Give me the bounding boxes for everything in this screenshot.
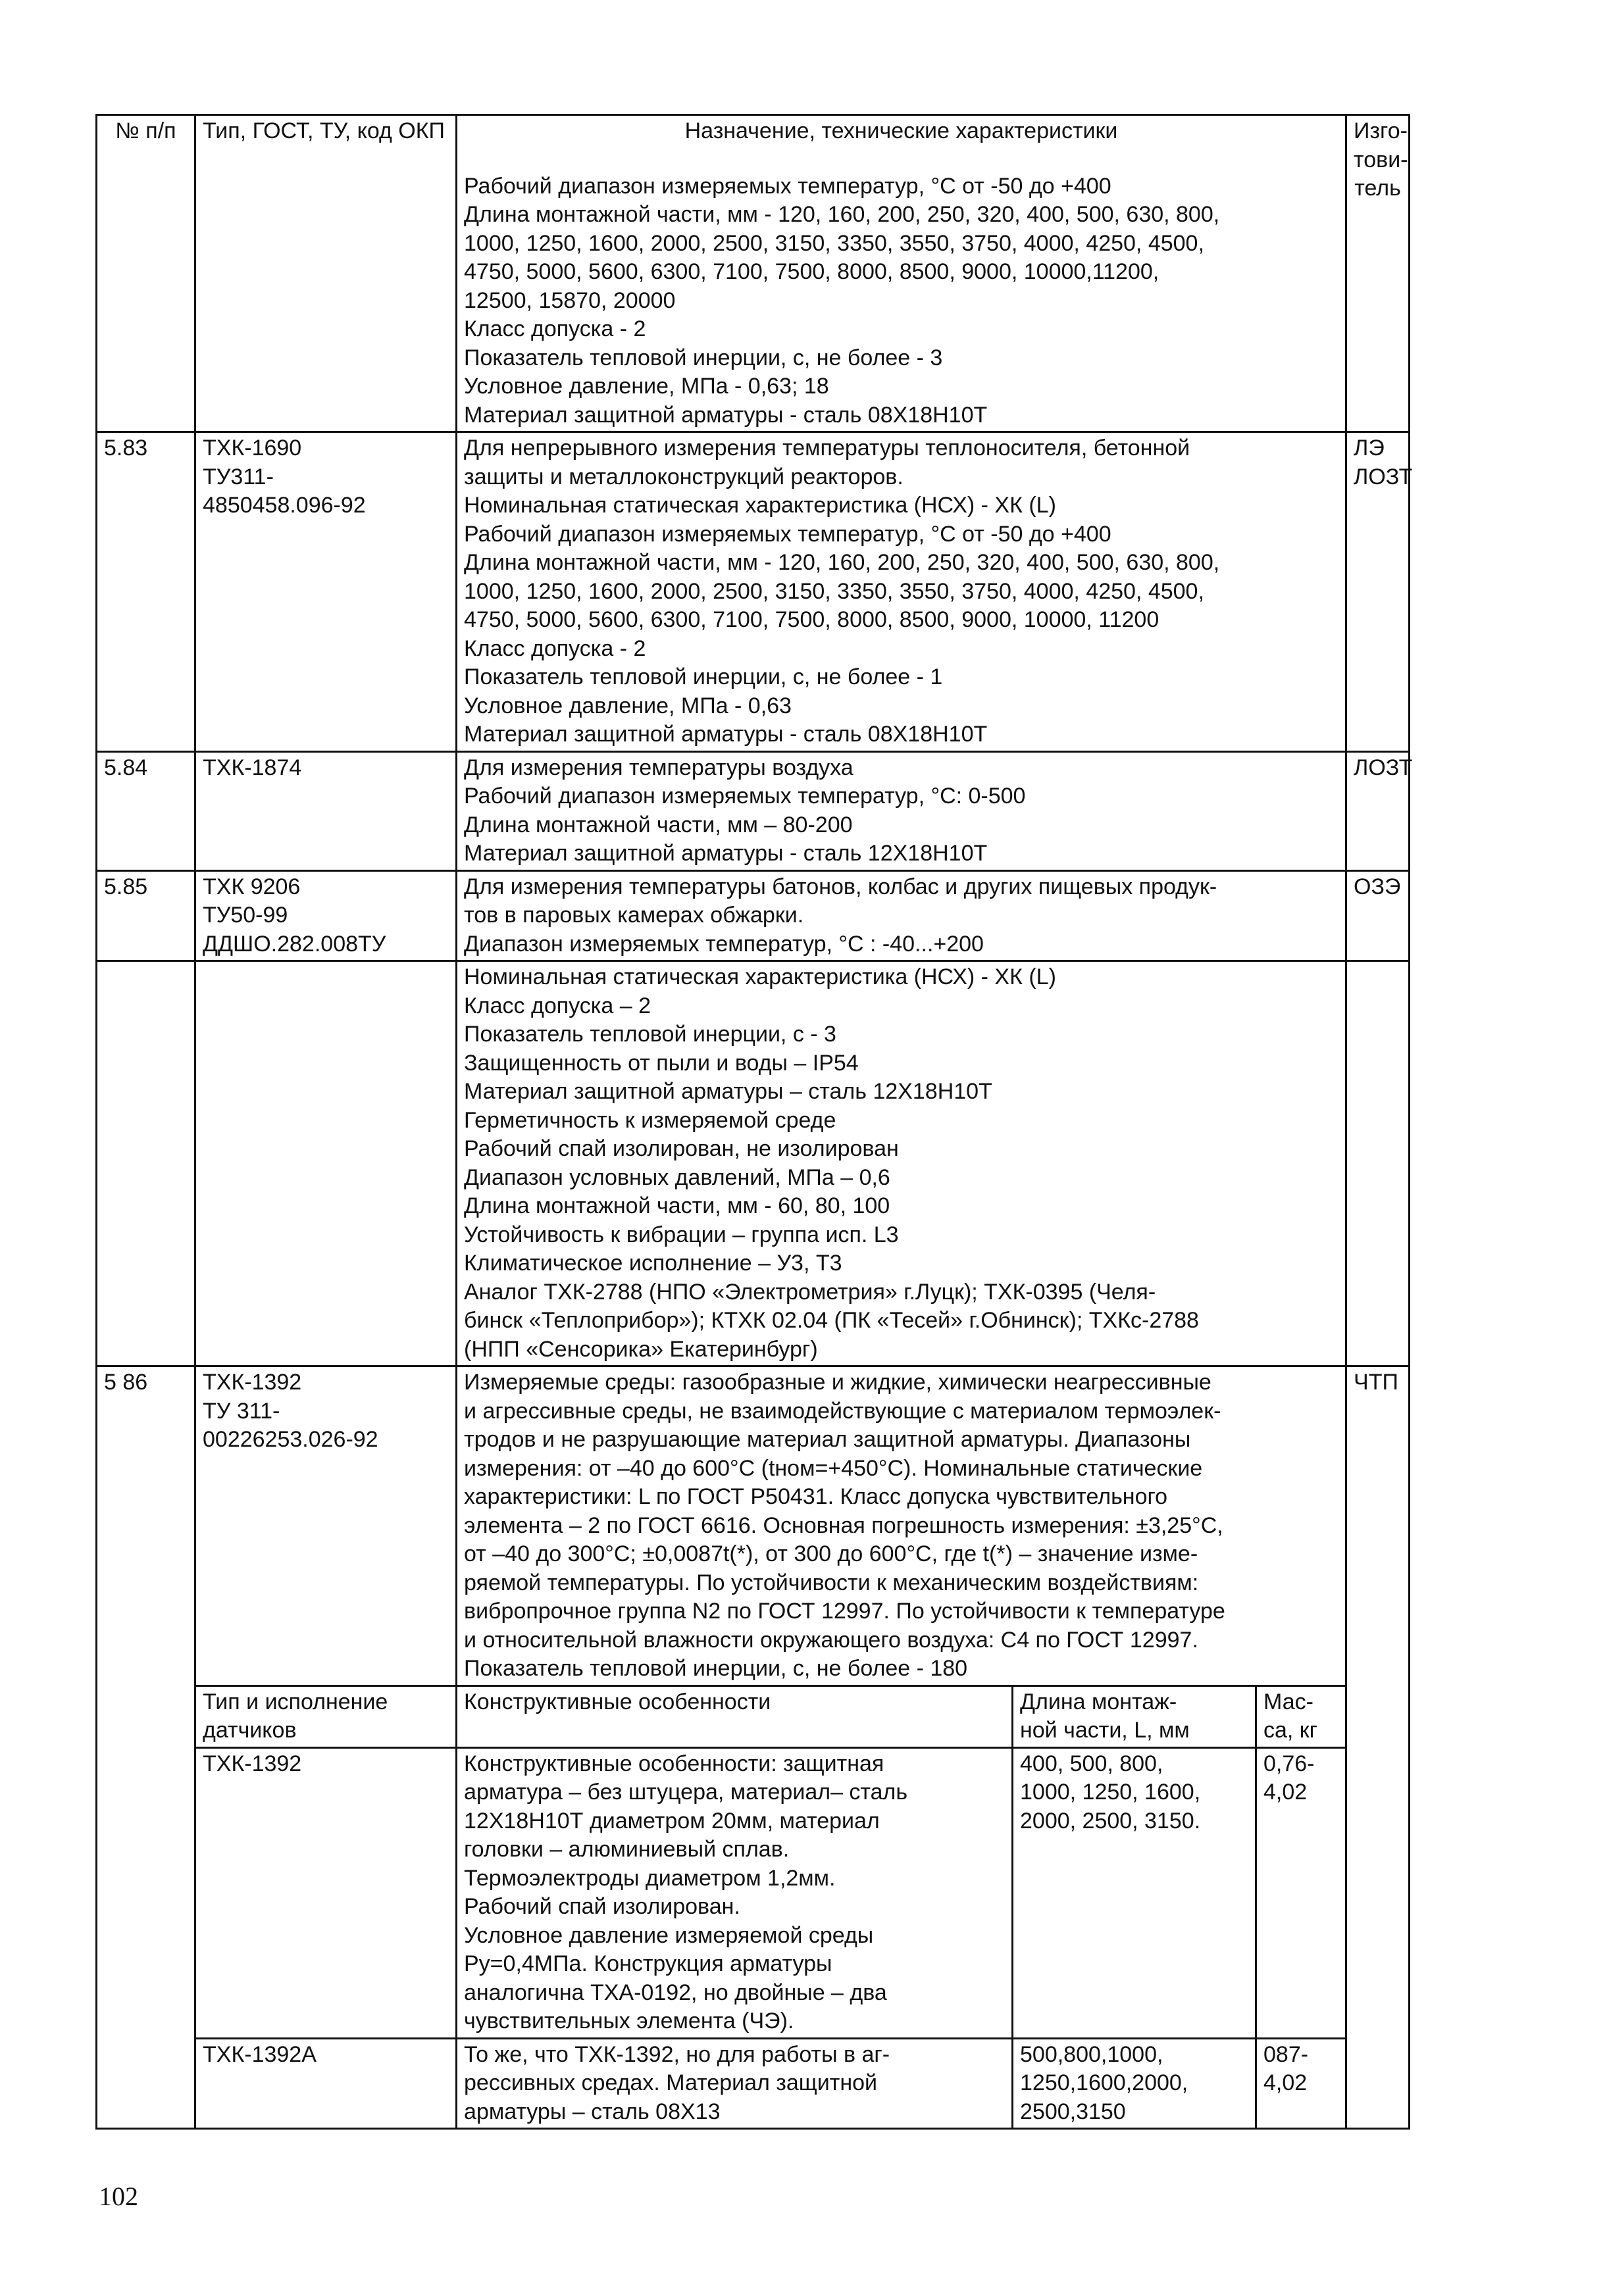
header-purpose-text: Назначение, технические характеристики	[684, 118, 1118, 143]
text-line: ЛЭ	[1354, 436, 1385, 461]
subtable-header-type	[195, 1685, 457, 1747]
text-line: 2500,3150	[1020, 2099, 1126, 2124]
text-line: ЛОЗТ	[1354, 464, 1413, 489]
text-line: характеристики: L по ГОСТ Р50431. Класс допуска чувствительного	[464, 1484, 1168, 1509]
text-line: 4850458.096-92	[203, 493, 366, 518]
table-row	[97, 1366, 1410, 1686]
row-purpose	[457, 751, 1346, 870]
empty-cell	[195, 961, 457, 1366]
row-maker	[1346, 1366, 1410, 2129]
text-line: Мас-	[1263, 1689, 1313, 1714]
text-line: Длина монтажной части, мм – 80-200	[464, 812, 853, 837]
text-line: Условное давление, МПа - 0,63; 18	[464, 374, 829, 399]
text-line: арматуры – сталь 08Х13	[464, 2099, 721, 2124]
header-maker	[1346, 115, 1410, 432]
subtable-mass	[1256, 1747, 1346, 2038]
text-line: ТХК-1392	[203, 1370, 302, 1395]
text-line: Условное давление, МПа - 0,63	[464, 693, 792, 718]
text-line: и относительной влажности окружающего воздуха: С4 по ГОСТ 12997.	[464, 1627, 1198, 1653]
text-line: Диапазон измеряемых температур, °С : -40...+200	[464, 931, 984, 957]
subtable-type: ТХК-1392А	[195, 2038, 457, 2129]
text-line: Аналог ТХК-2788 (НПО «Электрометрия» г.Луцк); ТХК-0395 (Челя-	[464, 1279, 1156, 1305]
subtable-header-design: Конструктивные особенности	[457, 1685, 1013, 1747]
text-line: 1000, 1250, 1600, 2000, 2500, 3150, 3350, 3550, 3750, 4000, 4250, 4500,	[464, 578, 1204, 604]
text-line: Для измерения температуры батонов, колбас и других пищевых продук-	[464, 874, 1217, 899]
row-purpose	[457, 870, 1346, 961]
table-row-continuation	[97, 961, 1410, 1366]
empty-cell	[1346, 961, 1410, 1366]
text-line: измерения: от –40 до 600°С (tном=+450°С). Номинальные статические	[464, 1455, 1203, 1481]
subtable-header-length	[1013, 1685, 1256, 1747]
subtable-header-mass	[1256, 1685, 1346, 1747]
row-num: 5.84	[97, 751, 195, 870]
text-line: Длина монтажной части, мм - 120, 160, 200, 250, 320, 400, 500, 630, 800,	[464, 202, 1220, 227]
text-line: Рабочий спай изолирован.	[464, 1894, 740, 1919]
subtable-header-row	[97, 1685, 1410, 1747]
text-line: и агрессивные среды, не взаимодействующие с материалом термоэлек-	[464, 1398, 1221, 1424]
text-line: Показатель тепловой инерции, с - 3	[464, 1022, 836, 1047]
text-line: Рабочий диапазон измеряемых температур, °С от -50 до +400	[464, 521, 1111, 547]
text-line: То же, что ТХК-1392, но для работы в аг-	[464, 2041, 890, 2067]
text-line: Материал защитной арматуры – сталь 12Х18Н10Т	[464, 1079, 992, 1104]
text-line: 12Х18Н10Т диаметром 20мм, материал	[464, 1808, 880, 1834]
text-line: ЧТП	[1354, 1370, 1398, 1395]
text-line: 087-	[1263, 2041, 1309, 2067]
text-line: Тип и исполнение	[203, 1689, 388, 1714]
text-line: 1000, 1250, 1600,	[1020, 1780, 1201, 1805]
text-line: 400, 500, 800,	[1020, 1751, 1163, 1776]
continuation-block	[464, 172, 1338, 430]
empty-cell	[97, 961, 195, 1366]
text-line: датчиков	[203, 1718, 297, 1743]
row-purpose	[457, 432, 1346, 752]
text-line: Герметичность к измеряемой среде	[464, 1107, 836, 1133]
row-maker	[1346, 751, 1413, 870]
text-line: тель	[1354, 176, 1401, 201]
row-type	[195, 1366, 457, 1686]
row-type	[195, 751, 457, 870]
text-line: Показатель тепловой инерции, с, не более - 1	[464, 664, 943, 689]
text-line: Номинальная статическая характеристика (НСХ) - ХК (L)	[464, 493, 1056, 518]
table-row	[97, 870, 1410, 961]
text-line: Длина монтаж-	[1020, 1689, 1177, 1714]
text-line: Устойчивость к вибрации – группа исп. L3	[464, 1222, 899, 1247]
subtable-length	[1013, 1747, 1256, 2038]
header-type: Тип, ГОСТ, ТУ, код ОКП	[195, 115, 457, 432]
text-line: 4750, 5000, 5600, 6300, 7100, 7500, 8000, 8500, 9000, 10000,11200,	[464, 259, 1159, 284]
text-line: ДДШО.282.008ТУ	[203, 931, 386, 957]
row-num: 5.83	[97, 432, 195, 752]
text-line: арматура – без штуцера, материал– сталь	[464, 1780, 908, 1805]
text-line: 0,76-	[1263, 1751, 1315, 1776]
text-line: 00226253.026-92	[203, 1427, 378, 1452]
text-line: Измеряемые среды: газообразные и жидкие, химически неагрессивные	[464, 1370, 1211, 1395]
text-line: Длина монтажной части, мм - 60, 80, 100	[464, 1193, 890, 1218]
text-line: 1000, 1250, 1600, 2000, 2500, 3150, 3350, 3550, 3750, 4000, 4250, 4500,	[464, 230, 1204, 256]
text-line: чувствительных элемента (ЧЭ).	[464, 2009, 794, 2034]
table-row	[97, 751, 1410, 870]
text-line: Рабочий диапазон измеряемых температур, °С: 0-500	[464, 784, 1026, 809]
text-line: Диапазон условных давлений, МПа – 0,6	[464, 1164, 890, 1190]
text-line: ОЗЭ	[1354, 874, 1401, 899]
row-maker	[1346, 432, 1413, 752]
text-line: Условное давление измеряемой среды	[464, 1922, 874, 1948]
text-line: ряемой температуры. По устойчивости к механическим воздействиям:	[464, 1570, 1199, 1595]
text-line: ЛОЗТ	[1354, 755, 1413, 780]
text-line: элемента – 2 по ГОСТ 6616. Основная погрешность измерения: ±3,25°С,	[464, 1512, 1223, 1538]
text-line: 4,02	[1263, 2070, 1308, 2095]
text-line: Показатель тепловой инерции, с, не более - 180	[464, 1656, 968, 1681]
text-line: 2000, 2500, 3150.	[1020, 1808, 1201, 1834]
subtable-design	[457, 1747, 1013, 2038]
catalog-table	[95, 114, 1413, 2130]
row-purpose	[457, 1366, 1346, 1686]
text-line: Показатель тепловой инерции, с, не более - 3	[464, 345, 943, 370]
text-line: ТХК-1690	[203, 436, 302, 461]
text-line: Защищенность от пыли и воды – IP54	[464, 1050, 859, 1076]
text-line: ТХК-1874	[203, 755, 302, 780]
row-purpose	[457, 961, 1346, 1366]
text-line: защиты и металлоконструкций реакторов.	[464, 464, 904, 489]
subtable-type: ТХК-1392	[195, 1747, 457, 2038]
text-line: Материал защитной арматуры - сталь 08Х18Н10Т	[464, 402, 988, 428]
header-purpose	[457, 115, 1346, 432]
text-line: Для непрерывного измерения температуры теплоносителя, бетонной	[464, 436, 1190, 461]
subtable-length	[1013, 2038, 1256, 2129]
row-type	[195, 870, 457, 961]
text-line: бинск «Теплоприбор»); КТХК 02.04 (ПК «Тесей» г.Обнинск); ТХКс-2788	[464, 1308, 1199, 1333]
subtable-design	[457, 2038, 1013, 2129]
text-line: ТУ311-	[203, 464, 274, 489]
text-line: 12500, 15870, 20000	[464, 287, 676, 313]
text-line: Класс допуска - 2	[464, 316, 646, 341]
text-line: Материал защитной арматуры - сталь 12Х18Н10Т	[464, 841, 988, 866]
text-line: тови-	[1354, 147, 1408, 172]
row-maker	[1346, 870, 1410, 961]
subtable-row	[97, 1747, 1410, 2038]
text-line: Климатическое исполнение – У3, Т3	[464, 1251, 842, 1276]
text-line: Класс допуска – 2	[464, 993, 651, 1018]
text-line: (НПП «Сенсорика» Екатеринбург)	[464, 1336, 818, 1362]
text-line: головки – алюминиевый сплав.	[464, 1837, 790, 1862]
table-row	[97, 432, 1410, 752]
text-line: 4750, 5000, 5600, 6300, 7100, 7500, 8000, 8500, 9000, 10000, 11200	[464, 607, 1159, 632]
text-line: Для измерения температуры воздуха	[464, 755, 853, 780]
text-line: 4,02	[1263, 1780, 1308, 1805]
text-line: 500,800,1000,	[1020, 2041, 1163, 2067]
text-line: Изго-	[1354, 118, 1408, 143]
header-num: № п/п	[97, 115, 195, 432]
text-line: аналогична ТХА-0192, но двойные – два	[464, 1980, 887, 2005]
subtable-mass	[1256, 2038, 1346, 2129]
text-line: Материал защитной арматуры - сталь 08Х18Н10Т	[464, 722, 988, 747]
text-line: Рабочий спай изолирован, не изолирован	[464, 1136, 899, 1161]
row-type	[195, 432, 457, 752]
text-line: Класс допуска - 2	[464, 636, 646, 661]
text-line: Длина монтажной части, мм - 120, 160, 200, 250, 320, 400, 500, 630, 800,	[464, 550, 1220, 575]
text-line: ной части, L, мм	[1020, 1718, 1190, 1743]
text-line: ТУ 311-	[203, 1398, 280, 1424]
page-number: 102	[99, 2182, 138, 2211]
subtable-row	[97, 2038, 1410, 2129]
text-line: Номинальная статическая характеристика (НСХ) - ХК (L)	[464, 964, 1056, 989]
text-line: тов в паровых камерах обжарки.	[464, 903, 804, 928]
text-line: вибропрочное группа N2 по ГОСТ 12997. По устойчивости к температуре	[464, 1599, 1225, 1624]
text-line: тродов и не разрушающие материал защитной арматуры. Диапазоны	[464, 1427, 1191, 1452]
text-line: Термоэлектроды диаметром 1,2мм.	[464, 1865, 836, 1891]
text-line: Конструктивные особенности: защитная	[464, 1751, 884, 1776]
text-line: 1250,1600,2000,	[1020, 2070, 1188, 2095]
header-row	[97, 115, 1410, 432]
row-num: 5.85	[97, 870, 195, 961]
text-line: са, кг	[1263, 1718, 1318, 1743]
text-line: Ру=0,4МПа. Конструкция арматуры	[464, 1951, 832, 1976]
text-line: ТУ50-99	[203, 903, 288, 928]
text-line: от –40 до 300°С; ±0,0087t(*), от 300 до 600°С, где t(*) – значение изме-	[464, 1541, 1198, 1566]
text-line: рессивных средах. Материал защитной	[464, 2070, 878, 2095]
text-line: Рабочий диапазон измеряемых температур, °С от -50 до +400	[464, 173, 1111, 199]
row-num: 5 86	[97, 1366, 195, 2129]
text-line: ТХК 9206	[203, 874, 301, 899]
